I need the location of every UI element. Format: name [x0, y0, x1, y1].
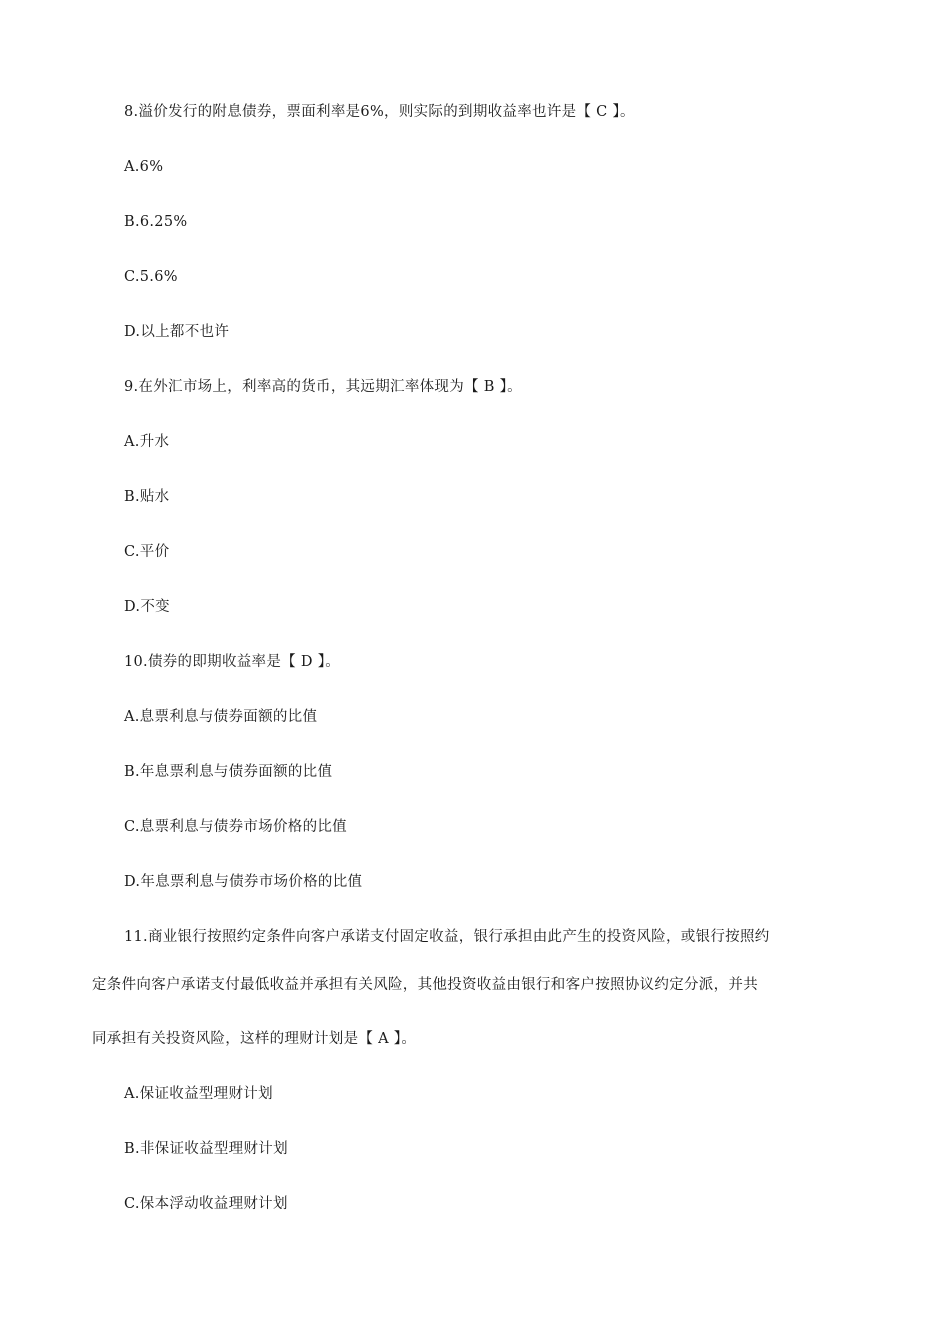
question-8-option-b: B.6.25%: [124, 214, 188, 230]
question-9-option-b: B.贴水: [124, 489, 170, 505]
question-11-stem-line-3: 同承担有关投资风险，这样的理财计划是【 A 】。: [92, 1031, 417, 1047]
question-8-stem: 8.溢价发行的附息债券，票面利率是6%，则实际的到期收益率也许是【 C 】。: [124, 104, 635, 120]
question-9-stem: 9.在外汇市场上，利率高的货币，其远期汇率体现为【 B 】。: [124, 379, 522, 395]
question-8-option-d: D.以上都不也许: [124, 324, 230, 340]
question-9-option-a: A.升水: [124, 434, 170, 450]
question-10-option-c: C.息票利息与债券市场价格的比值: [124, 819, 347, 835]
question-9-option-d: D.不变: [124, 599, 170, 615]
question-11-option-b: B.非保证收益型理财计划: [124, 1141, 288, 1157]
question-10-option-a: A.息票利息与债券面额的比值: [124, 709, 318, 725]
question-11-option-c: C.保本浮动收益理财计划: [124, 1196, 288, 1212]
question-8-option-c: C.5.6%: [124, 269, 178, 285]
question-10-stem: 10.债券的即期收益率是【 D 】。: [124, 654, 341, 670]
question-10-option-d: D.年息票利息与债券市场价格的比值: [124, 874, 363, 890]
question-11-option-a: A.保证收益型理财计划: [124, 1086, 273, 1102]
question-11-stem-line-2: 定条件向客户承诺支付最低收益并承担有关风险，其他投资收益由银行和客户按照协议约定分派，并共: [92, 977, 758, 993]
question-10-option-b: B.年息票利息与债券面额的比值: [124, 764, 333, 780]
question-11-stem-line-1: 11.商业银行按照约定条件向客户承诺支付固定收益，银行承担由此产生的投资风险，或银行按照约: [124, 929, 770, 945]
question-9-option-c: C.平价: [124, 544, 170, 560]
question-8-option-a: A.6%: [124, 159, 164, 175]
